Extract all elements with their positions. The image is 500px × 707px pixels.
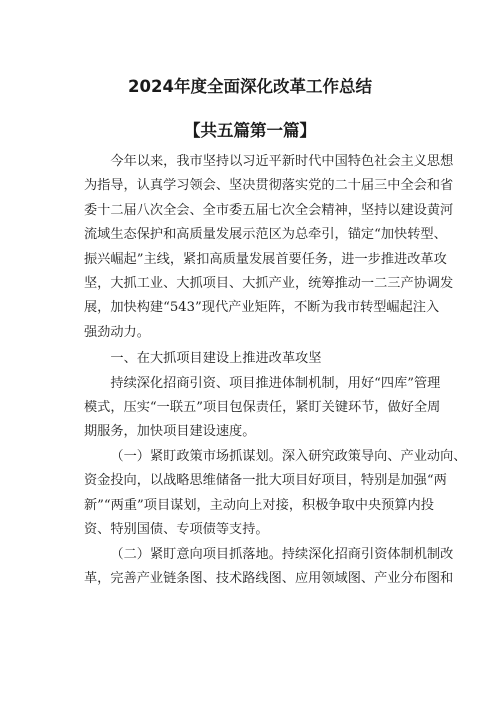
text-line: 强劲动力。 bbox=[84, 324, 150, 340]
text-line: 资金投向，以战略思维储备一批大项目好项目，特别是加强“两 bbox=[84, 473, 447, 489]
text-line: （一）紧盯政策市场抓谋划。深入研究政策导向、产业动向、 bbox=[110, 448, 467, 464]
text-line: 振兴崛起”主线，紧扣高质量发展首要任务，进一步推进改革攻 bbox=[84, 251, 447, 267]
section-paragraph bbox=[84, 372, 441, 445]
text-line: 期服务，加快项目建设速度。 bbox=[84, 424, 256, 440]
subsection-paragraph bbox=[84, 445, 467, 543]
text-line: 持续深化招商引资、项目推进体制机制，用好“四库”管理 bbox=[110, 375, 441, 391]
text-line: 委十二届八次全会、全市委五届七次全会精神，坚持以建设黄河 bbox=[84, 202, 454, 218]
text-line: 展，加快构建“543”现代产业矩阵，不断为我市转型崛起注入 bbox=[84, 300, 440, 316]
text-line: 为指导，认真学习领会、坚决贯彻落实党的二十届三中全会和省 bbox=[84, 178, 454, 194]
text-line: 新”“两重”项目谋划，主动向上对接，积极争取中央预算内投 bbox=[84, 497, 434, 513]
text-line: 今年以来，我市坚持以习近平新时代中国特色社会主义思想 bbox=[110, 154, 454, 169]
text-line: 流域生态保护和高质量发展示范区为总牵引，锚定“加快转型、 bbox=[84, 227, 447, 243]
text-line: 模式，压实“一联五”项目包保责任，紧盯关键环节，做好全周 bbox=[84, 400, 441, 416]
document-title: 2024年度全面深化改革工作总结 bbox=[128, 77, 372, 96]
text-line: 坚，大抓工业、大抓项目、大抓产业，统筹推动一二三产协调发 bbox=[84, 276, 454, 292]
document-body bbox=[84, 150, 467, 591]
text-line: （二）紧盯意向项目抓落地。持续深化招商引资体制机制改 bbox=[110, 546, 454, 562]
intro-paragraph bbox=[84, 150, 454, 345]
text-line: 资、特别国债、专项债等支持。 bbox=[84, 522, 269, 538]
section-heading bbox=[84, 347, 426, 371]
text-line: 革，完善产业链条图、技术路线图、应用领域图、产业分布图和 bbox=[84, 570, 454, 586]
text-line: 一、在大抓项目建设上推进改革攻坚 bbox=[110, 351, 322, 367]
document-subtitle: 【共五篇第一篇】 bbox=[184, 121, 316, 140]
subsection-paragraph bbox=[84, 543, 454, 592]
